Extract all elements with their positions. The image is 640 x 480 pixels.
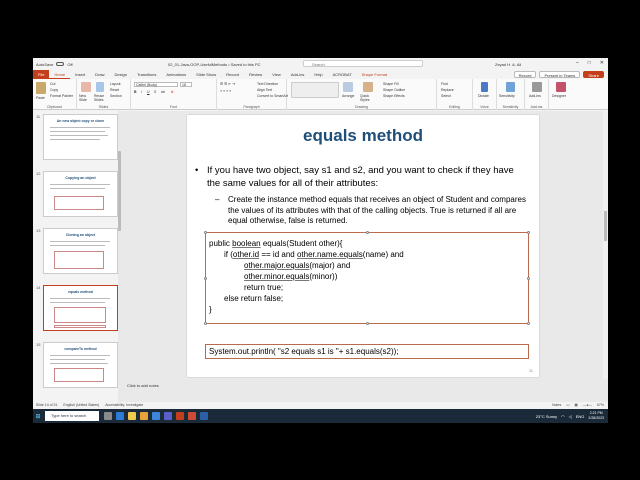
group-label: Voice xyxy=(480,105,489,109)
notes-toggle[interactable]: Notes xyxy=(552,403,562,407)
clock-date: 2/28/2023 xyxy=(588,416,604,420)
font-color-icon[interactable]: A xyxy=(171,90,174,94)
tab-animations[interactable]: Animations xyxy=(166,72,187,77)
paste-button[interactable]: Paste xyxy=(36,96,45,100)
print-statement-textbox[interactable]: System.out.println( "s2 equals s1 is "+ s1.equals(s2)); xyxy=(205,344,529,359)
paste-icon[interactable] xyxy=(36,82,46,94)
slide-number: 12 xyxy=(36,171,41,176)
slide-number: 14 xyxy=(36,285,41,290)
share-button[interactable]: Share xyxy=(583,71,604,78)
group-label: Slides xyxy=(98,105,109,109)
clock[interactable] xyxy=(588,411,604,421)
group-sensitivity xyxy=(497,79,525,110)
search-input[interactable]: Search xyxy=(303,60,423,67)
slide-preview[interactable] xyxy=(43,171,118,217)
cut-button[interactable]: Cut xyxy=(50,82,56,86)
text-line xyxy=(50,298,110,299)
align-icon[interactable]: ≡ ≡ ≡ ≡ xyxy=(220,89,232,93)
bullet-text: Create the instance method equals that receives an object of Student and compares the values of its attributes with that of the calling objects. True is returned if all are equal otherwise, false is returned. xyxy=(228,195,526,225)
maximize-icon[interactable]: □ xyxy=(587,60,591,66)
italic-icon[interactable]: I xyxy=(141,90,142,94)
group-label: Clipboard xyxy=(47,105,62,109)
title-bar xyxy=(33,58,608,70)
tab-transitions[interactable]: Transitions xyxy=(136,72,157,77)
smartart-button[interactable]: Convert to SmartArt xyxy=(257,94,288,98)
autosave-state: Off xyxy=(67,61,73,67)
text-line xyxy=(50,139,100,140)
slide-title[interactable]: equals method xyxy=(303,126,423,145)
shapes-gallery[interactable] xyxy=(291,82,339,98)
font-name-select[interactable]: Calibri (Body) xyxy=(134,82,178,87)
language-indicator[interactable]: ENG xyxy=(575,413,585,419)
tab-insert[interactable]: Insert xyxy=(75,72,86,77)
bullet-icon: • xyxy=(195,165,199,176)
group-label: Add-ins xyxy=(530,105,543,109)
group-label: Paragraph xyxy=(243,105,260,109)
sensitivity-icon[interactable] xyxy=(506,82,515,92)
thumbnail-title: An new object copy or clone xyxy=(56,119,105,123)
resize-handle[interactable] xyxy=(527,277,530,280)
arrange-icon[interactable] xyxy=(343,82,353,92)
word-icon[interactable] xyxy=(200,412,208,420)
tab-home[interactable]: Home xyxy=(49,70,70,79)
present-teams-button[interactable]: Present in Teams xyxy=(539,71,580,78)
code-textbox[interactable] xyxy=(205,232,529,324)
section-button[interactable]: Section xyxy=(110,94,122,98)
slide-preview[interactable] xyxy=(43,228,118,274)
group-label: Editing xyxy=(449,105,460,109)
thumbnail-title: compareTo method xyxy=(64,347,97,351)
code-line-4: other.minor.equals(minor)) xyxy=(244,272,338,281)
shadow-icon[interactable]: S xyxy=(154,90,157,94)
zoom-slider[interactable]: —●— xyxy=(582,403,592,407)
sorter-view-icon[interactable]: ▦ xyxy=(574,403,578,407)
underline-icon[interactable]: U xyxy=(147,90,150,94)
dash-icon: – xyxy=(215,195,220,204)
notes-pane[interactable]: Click to add notes xyxy=(121,381,608,391)
code-line-1: public boolean equals(Student other){ xyxy=(209,239,343,248)
tab-draw[interactable]: Draw xyxy=(95,72,105,77)
tab-add-ins[interactable]: Add-ins xyxy=(290,72,305,77)
format-painter-button[interactable]: Format Painter xyxy=(50,94,74,98)
bold-icon[interactable]: B xyxy=(134,90,137,94)
bullets-icon[interactable]: ☰ ☰ ⇤ ⇥ xyxy=(220,82,236,86)
print-box xyxy=(54,325,106,328)
slide-number: 11 xyxy=(36,114,41,119)
reuse-slides-button[interactable]: Reuse Slides xyxy=(94,94,105,102)
replace-button[interactable]: Replace xyxy=(441,88,454,92)
text-line xyxy=(50,359,105,360)
group-label: Drawing xyxy=(355,105,368,109)
slide-counter: Slide 14 of 31 xyxy=(36,403,58,407)
shape-effects-button[interactable]: Shape Effects xyxy=(383,94,405,98)
autosave-toggle[interactable] xyxy=(56,62,64,66)
slide-preview-selected[interactable] xyxy=(43,285,118,331)
resize-handle[interactable] xyxy=(204,277,207,280)
minimize-icon[interactable]: – xyxy=(575,60,579,66)
code-box xyxy=(54,196,104,210)
weather-widget[interactable]: 23°C Sunny xyxy=(535,413,558,419)
code-box xyxy=(54,251,104,269)
tab-file[interactable]: File xyxy=(33,70,49,79)
windows-start-icon[interactable]: ⊞ xyxy=(35,413,41,420)
designer-button[interactable]: Designer xyxy=(552,94,567,98)
designer-icon[interactable] xyxy=(556,82,566,92)
group-add-ins xyxy=(525,79,549,110)
slide-thumbnail-panel xyxy=(33,111,121,411)
vertical-scrollbar[interactable] xyxy=(603,111,608,379)
app-icon[interactable] xyxy=(188,412,196,420)
text-direction-button[interactable]: Text Direction xyxy=(257,82,279,86)
code-line-2: if (other.id == id and other.name.equals(name) and xyxy=(224,250,404,259)
tab-record[interactable]: Record xyxy=(226,72,240,77)
quick-styles-icon[interactable] xyxy=(363,82,373,92)
ribbon xyxy=(33,79,608,110)
task-view-icon[interactable] xyxy=(104,412,112,420)
document-title: 02_01-Java-OOP-UsefulMethods • Saved to this PC xyxy=(168,61,261,67)
slide-preview[interactable] xyxy=(43,114,118,160)
dictate-button[interactable]: Dictate xyxy=(478,94,489,98)
normal-view-icon[interactable]: ▭ xyxy=(566,403,570,407)
text-line xyxy=(50,241,110,242)
resize-handle[interactable] xyxy=(204,322,207,325)
edge-icon[interactable] xyxy=(116,412,124,420)
shape-fill-button[interactable]: Shape Fill xyxy=(383,82,399,86)
group-editing xyxy=(437,79,473,110)
text-line xyxy=(50,131,105,132)
slide-editing-area xyxy=(121,111,608,411)
resize-handle[interactable] xyxy=(366,231,369,234)
thumbnail-title: Copying an object xyxy=(65,176,96,180)
tab-review[interactable]: Review xyxy=(249,72,263,77)
slide-preview[interactable] xyxy=(43,342,118,388)
quick-styles-button[interactable]: Quick Styles xyxy=(360,94,370,102)
autosave-label: AutoSave xyxy=(36,61,54,67)
slide-number: 11 xyxy=(528,368,533,373)
text-line xyxy=(50,127,110,128)
tab-view[interactable]: View xyxy=(272,72,281,77)
code-box xyxy=(54,307,106,323)
accessibility-status[interactable]: Accessibility: Investigate xyxy=(105,403,144,407)
mail-icon[interactable] xyxy=(152,412,160,420)
copy-button[interactable]: Copy xyxy=(50,88,59,92)
group-paragraph xyxy=(217,79,287,110)
slide-canvas[interactable] xyxy=(187,115,539,377)
resize-handle[interactable] xyxy=(204,231,207,234)
strikethrough-icon[interactable]: ab xyxy=(161,90,165,94)
thumbnail-title: Cloning an object xyxy=(65,233,96,237)
tab-slide-show[interactable]: Slide Show xyxy=(196,72,217,77)
language-indicator[interactable]: English (United States) xyxy=(63,403,100,407)
volume-icon[interactable]: ◁ xyxy=(568,413,572,419)
zoom-level[interactable]: 67% xyxy=(596,403,604,407)
align-text-button[interactable]: Align Text xyxy=(257,88,273,92)
status-bar xyxy=(33,402,608,409)
resize-handle[interactable] xyxy=(527,231,530,234)
add-ins-icon[interactable] xyxy=(532,82,542,92)
text-line xyxy=(50,188,105,189)
text-line xyxy=(50,184,110,185)
close-icon[interactable]: ✕ xyxy=(599,60,604,66)
windows-taskbar xyxy=(33,409,608,423)
group-drawing xyxy=(287,79,437,110)
group-label: Font xyxy=(169,105,177,109)
file-explorer-icon[interactable] xyxy=(128,412,136,420)
text-line xyxy=(50,355,110,356)
code-line-5: return true; xyxy=(244,283,284,292)
text-line xyxy=(50,302,105,303)
text-line xyxy=(50,135,108,136)
microphone-icon[interactable] xyxy=(481,82,488,92)
new-slide-icon[interactable] xyxy=(81,82,91,92)
reuse-slides-icon[interactable] xyxy=(96,82,104,92)
group-designer xyxy=(549,79,573,110)
scrollbar-thumb[interactable] xyxy=(604,211,607,241)
clock-time: 2:21 PM xyxy=(589,411,603,415)
resize-handle[interactable] xyxy=(527,322,530,325)
powerpoint-window xyxy=(33,58,608,423)
teams-icon[interactable] xyxy=(164,412,172,420)
taskbar-search-input[interactable]: Type here to search xyxy=(45,411,99,421)
record-button[interactable]: Record xyxy=(514,71,537,78)
wifi-icon[interactable]: ◠ xyxy=(561,413,565,419)
powerpoint-icon[interactable] xyxy=(176,412,184,420)
thumbnail-title: equals method xyxy=(68,290,93,294)
ribbon-tabs xyxy=(33,70,608,79)
shape-outline-button[interactable]: Shape Outline xyxy=(383,88,406,92)
tab-help[interactable]: Help xyxy=(314,72,323,77)
group-label: Sensitivity xyxy=(502,105,519,109)
new-slide-button[interactable]: New Slide xyxy=(79,94,87,102)
sensitivity-button[interactable]: Sensitivity xyxy=(499,94,515,98)
select-button[interactable]: Select xyxy=(441,94,451,98)
user-name[interactable]: Zeyad H. A. Ali xyxy=(495,61,522,67)
tab-design[interactable]: Design xyxy=(114,72,127,77)
find-button[interactable]: Find xyxy=(441,82,448,86)
chrome-icon[interactable] xyxy=(140,412,148,420)
add-ins-button[interactable]: Add-ins xyxy=(529,94,541,98)
tab-acrobat[interactable]: ACROBAT xyxy=(332,72,352,77)
bullet-text: If you have two object, say s1 and s2, and you want to check if they have the same values for all of their attributes: xyxy=(207,165,514,189)
code-box xyxy=(54,368,104,382)
text-line xyxy=(50,363,108,364)
group-slides xyxy=(77,79,131,110)
group-font xyxy=(131,79,217,110)
slide-number: 13 xyxy=(36,228,41,233)
group-voice xyxy=(473,79,497,110)
text-line xyxy=(50,245,105,246)
arrange-button[interactable]: Arrange xyxy=(342,94,355,98)
code-line-7: } xyxy=(209,305,212,314)
code-line-3: other.major.equals(major) and xyxy=(244,261,351,270)
code-line-6: else return false; xyxy=(224,294,284,303)
reset-button[interactable]: Reset xyxy=(110,88,120,92)
resize-handle[interactable] xyxy=(366,322,369,325)
tab-shape-format[interactable]: Shape Format xyxy=(361,72,388,77)
font-size-select[interactable]: 18 xyxy=(180,82,192,87)
group-clipboard xyxy=(33,79,77,110)
layout-button[interactable]: Layout xyxy=(110,82,121,86)
slide-number: 15 xyxy=(36,342,41,347)
